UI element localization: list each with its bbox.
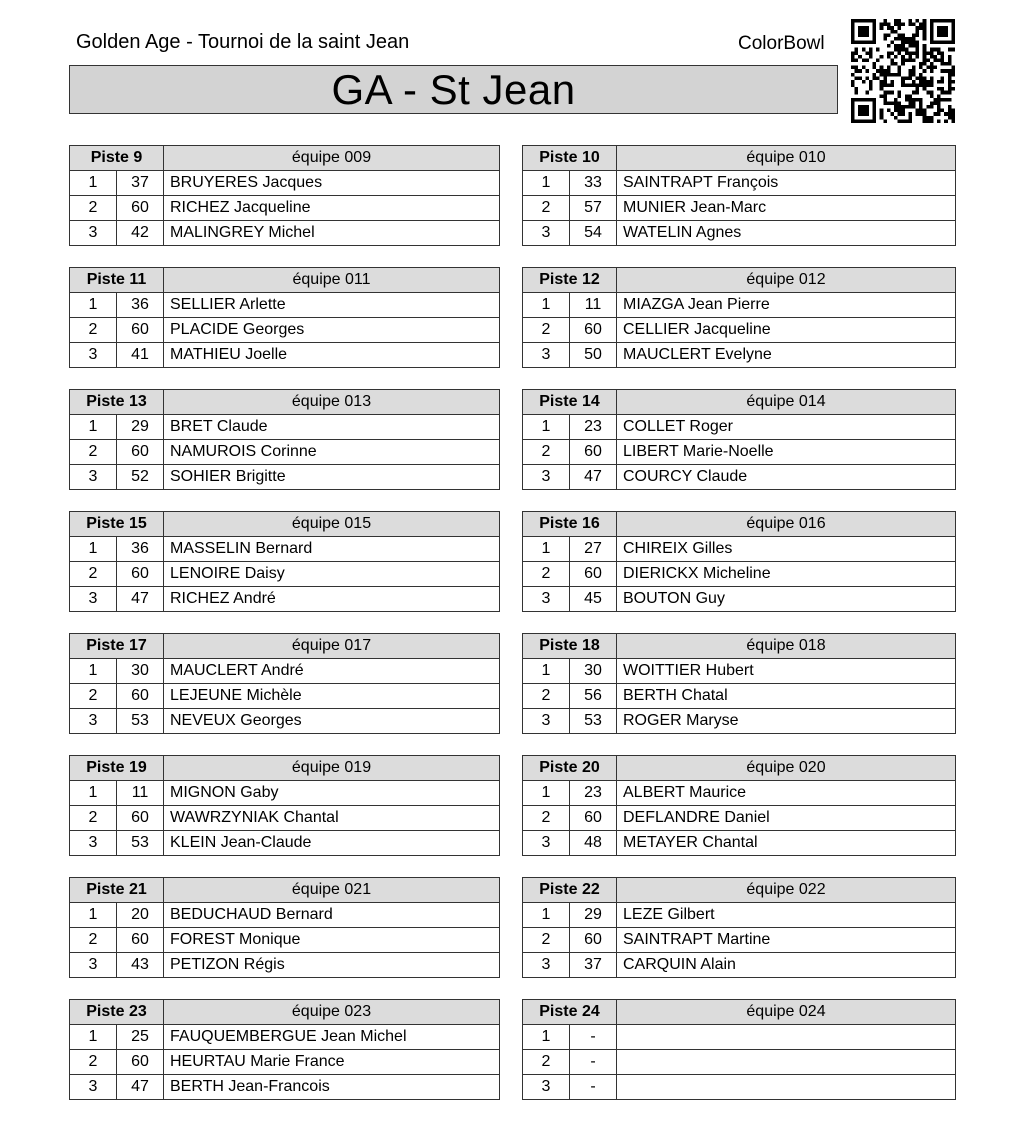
player-handicap: 36 bbox=[117, 293, 164, 318]
player-handicap: 60 bbox=[117, 928, 164, 953]
player-handicap: 37 bbox=[117, 171, 164, 196]
player-handicap: 23 bbox=[570, 415, 617, 440]
player-row bbox=[523, 806, 956, 831]
lane-number: Piste 14 bbox=[523, 390, 617, 415]
lane-number: Piste 24 bbox=[523, 1000, 617, 1025]
player-position: 2 bbox=[523, 928, 570, 953]
player-name: MASSELIN Bernard bbox=[164, 537, 500, 562]
player-position: 2 bbox=[523, 1050, 570, 1075]
player-position: 3 bbox=[523, 465, 570, 490]
lane-table bbox=[69, 145, 500, 246]
player-handicap: 54 bbox=[570, 221, 617, 246]
player-row bbox=[523, 196, 956, 221]
player-name: BERTH Jean-Francois bbox=[164, 1075, 500, 1100]
lane-table bbox=[522, 633, 956, 734]
player-position: 1 bbox=[523, 903, 570, 928]
player-name bbox=[617, 1025, 956, 1050]
player-row bbox=[70, 293, 500, 318]
player-name: BEDUCHAUD Bernard bbox=[164, 903, 500, 928]
lane-number: Piste 20 bbox=[523, 756, 617, 781]
player-handicap: - bbox=[570, 1075, 617, 1100]
team-name: équipe 014 bbox=[617, 390, 956, 415]
player-handicap: 47 bbox=[570, 465, 617, 490]
player-name: RICHEZ Jacqueline bbox=[164, 196, 500, 221]
player-position: 2 bbox=[523, 684, 570, 709]
team-name: équipe 012 bbox=[617, 268, 956, 293]
lane-number: Piste 15 bbox=[70, 512, 164, 537]
player-row bbox=[70, 318, 500, 343]
lane-header-row bbox=[70, 1000, 500, 1025]
player-name: DIERICKX Micheline bbox=[617, 562, 956, 587]
lane-number: Piste 10 bbox=[523, 146, 617, 171]
player-position: 2 bbox=[70, 562, 117, 587]
player-row bbox=[523, 171, 956, 196]
player-name: CARQUIN Alain bbox=[617, 953, 956, 978]
player-handicap: 60 bbox=[117, 440, 164, 465]
player-handicap: 57 bbox=[570, 196, 617, 221]
player-position: 1 bbox=[70, 415, 117, 440]
player-row bbox=[523, 537, 956, 562]
player-name: SOHIER Brigitte bbox=[164, 465, 500, 490]
player-row bbox=[523, 953, 956, 978]
lane-header-row bbox=[523, 1000, 956, 1025]
player-name: MIGNON Gaby bbox=[164, 781, 500, 806]
lane-table bbox=[69, 511, 500, 612]
player-position: 2 bbox=[70, 196, 117, 221]
player-row bbox=[70, 709, 500, 734]
lane-header-row bbox=[70, 512, 500, 537]
player-position: 3 bbox=[70, 709, 117, 734]
lane-number: Piste 11 bbox=[70, 268, 164, 293]
player-name: NAMUROIS Corinne bbox=[164, 440, 500, 465]
player-row bbox=[70, 928, 500, 953]
lane-header-row bbox=[523, 512, 956, 537]
player-handicap: 41 bbox=[117, 343, 164, 368]
lane-header-row bbox=[523, 146, 956, 171]
player-position: 3 bbox=[70, 343, 117, 368]
player-row bbox=[523, 659, 956, 684]
player-position: 2 bbox=[70, 806, 117, 831]
lane-table bbox=[69, 877, 500, 978]
player-name: MUNIER Jean-Marc bbox=[617, 196, 956, 221]
team-name: équipe 022 bbox=[617, 878, 956, 903]
lane-header-row bbox=[523, 268, 956, 293]
lane-number: Piste 18 bbox=[523, 634, 617, 659]
player-handicap: - bbox=[570, 1050, 617, 1075]
player-row bbox=[70, 903, 500, 928]
player-row bbox=[70, 806, 500, 831]
team-name: équipe 019 bbox=[164, 756, 500, 781]
player-row bbox=[523, 415, 956, 440]
player-name: PETIZON Régis bbox=[164, 953, 500, 978]
player-position: 3 bbox=[70, 831, 117, 856]
player-name: COURCY Claude bbox=[617, 465, 956, 490]
lane-number: Piste 9 bbox=[70, 146, 164, 171]
player-row bbox=[523, 781, 956, 806]
player-handicap: 33 bbox=[570, 171, 617, 196]
player-name: BERTH Chatal bbox=[617, 684, 956, 709]
lane-table bbox=[522, 999, 956, 1100]
player-handicap: 53 bbox=[117, 831, 164, 856]
player-row bbox=[70, 587, 500, 612]
player-row bbox=[70, 562, 500, 587]
player-handicap: - bbox=[570, 1025, 617, 1050]
player-name: HEURTAU Marie France bbox=[164, 1050, 500, 1075]
player-name: MATHIEU Joelle bbox=[164, 343, 500, 368]
player-position: 3 bbox=[523, 709, 570, 734]
player-position: 1 bbox=[523, 781, 570, 806]
lane-header-row bbox=[70, 390, 500, 415]
team-name: équipe 013 bbox=[164, 390, 500, 415]
player-row bbox=[523, 831, 956, 856]
player-name bbox=[617, 1050, 956, 1075]
lane-table bbox=[522, 145, 956, 246]
player-row bbox=[523, 587, 956, 612]
player-handicap: 43 bbox=[117, 953, 164, 978]
player-name: SAINTRAPT François bbox=[617, 171, 956, 196]
player-row bbox=[70, 221, 500, 246]
player-handicap: 52 bbox=[117, 465, 164, 490]
player-row bbox=[523, 1075, 956, 1100]
lane-number: Piste 16 bbox=[523, 512, 617, 537]
player-row bbox=[70, 1050, 500, 1075]
lane-table bbox=[69, 267, 500, 368]
player-position: 1 bbox=[523, 537, 570, 562]
player-handicap: 30 bbox=[117, 659, 164, 684]
player-position: 2 bbox=[523, 318, 570, 343]
player-position: 1 bbox=[70, 293, 117, 318]
player-name: BRET Claude bbox=[164, 415, 500, 440]
player-position: 1 bbox=[523, 1025, 570, 1050]
player-handicap: 29 bbox=[117, 415, 164, 440]
lane-table bbox=[522, 877, 956, 978]
player-position: 3 bbox=[523, 343, 570, 368]
player-name: SELLIER Arlette bbox=[164, 293, 500, 318]
player-name bbox=[617, 1075, 956, 1100]
player-row bbox=[523, 1025, 956, 1050]
lane-header-row bbox=[523, 390, 956, 415]
player-handicap: 42 bbox=[117, 221, 164, 246]
player-handicap: 48 bbox=[570, 831, 617, 856]
player-row bbox=[70, 440, 500, 465]
player-row bbox=[523, 928, 956, 953]
player-name: MALINGREY Michel bbox=[164, 221, 500, 246]
player-row bbox=[523, 709, 956, 734]
player-handicap: 11 bbox=[117, 781, 164, 806]
player-position: 1 bbox=[523, 659, 570, 684]
team-name: équipe 009 bbox=[164, 146, 500, 171]
document-subtitle: Golden Age - Tournoi de la saint Jean bbox=[76, 31, 410, 53]
player-row bbox=[70, 196, 500, 221]
player-handicap: 23 bbox=[570, 781, 617, 806]
player-handicap: 60 bbox=[117, 1050, 164, 1075]
player-row bbox=[523, 684, 956, 709]
player-name: WATELIN Agnes bbox=[617, 221, 956, 246]
player-name: CHIREIX Gilles bbox=[617, 537, 956, 562]
team-name: équipe 016 bbox=[617, 512, 956, 537]
player-position: 3 bbox=[70, 1075, 117, 1100]
lane-number: Piste 17 bbox=[70, 634, 164, 659]
player-handicap: 27 bbox=[570, 537, 617, 562]
player-name: LENOIRE Daisy bbox=[164, 562, 500, 587]
player-row bbox=[523, 903, 956, 928]
lane-table bbox=[69, 633, 500, 734]
player-position: 3 bbox=[70, 953, 117, 978]
player-handicap: 53 bbox=[117, 709, 164, 734]
lane-header-row bbox=[70, 634, 500, 659]
player-position: 2 bbox=[70, 684, 117, 709]
player-position: 3 bbox=[523, 221, 570, 246]
player-position: 1 bbox=[523, 415, 570, 440]
lane-table bbox=[522, 389, 956, 490]
player-row bbox=[70, 537, 500, 562]
page-title: GA - St Jean bbox=[331, 65, 576, 113]
player-row bbox=[70, 781, 500, 806]
lane-table bbox=[69, 755, 500, 856]
player-handicap: 47 bbox=[117, 587, 164, 612]
player-handicap: 37 bbox=[570, 953, 617, 978]
player-row bbox=[70, 415, 500, 440]
player-row bbox=[70, 465, 500, 490]
player-name: LEZE Gilbert bbox=[617, 903, 956, 928]
player-row bbox=[70, 1075, 500, 1100]
player-handicap: 25 bbox=[117, 1025, 164, 1050]
team-name: équipe 020 bbox=[617, 756, 956, 781]
player-handicap: 60 bbox=[117, 318, 164, 343]
player-position: 1 bbox=[70, 171, 117, 196]
lane-number: Piste 21 bbox=[70, 878, 164, 903]
lane-table bbox=[522, 267, 956, 368]
player-row bbox=[70, 1025, 500, 1050]
player-name: WOITTIER Hubert bbox=[617, 659, 956, 684]
player-row bbox=[70, 171, 500, 196]
player-position: 2 bbox=[70, 318, 117, 343]
player-name: SAINTRAPT Martine bbox=[617, 928, 956, 953]
player-handicap: 60 bbox=[117, 562, 164, 587]
player-position: 1 bbox=[70, 659, 117, 684]
player-handicap: 20 bbox=[117, 903, 164, 928]
player-name: NEVEUX Georges bbox=[164, 709, 500, 734]
player-name: MIAZGA Jean Pierre bbox=[617, 293, 956, 318]
player-position: 2 bbox=[70, 1050, 117, 1075]
lane-header-row bbox=[523, 878, 956, 903]
player-name: DEFLANDRE Daniel bbox=[617, 806, 956, 831]
player-name: LEJEUNE Michèle bbox=[164, 684, 500, 709]
player-name: RICHEZ André bbox=[164, 587, 500, 612]
player-row bbox=[523, 465, 956, 490]
player-row bbox=[523, 221, 956, 246]
player-handicap: 11 bbox=[570, 293, 617, 318]
player-row bbox=[70, 831, 500, 856]
player-name: METAYER Chantal bbox=[617, 831, 956, 856]
player-position: 2 bbox=[70, 440, 117, 465]
player-position: 3 bbox=[523, 1075, 570, 1100]
player-position: 2 bbox=[70, 928, 117, 953]
player-name: LIBERT Marie-Noelle bbox=[617, 440, 956, 465]
lane-header-row bbox=[523, 634, 956, 659]
team-name: équipe 023 bbox=[164, 1000, 500, 1025]
player-name: KLEIN Jean-Claude bbox=[164, 831, 500, 856]
team-name: équipe 024 bbox=[617, 1000, 956, 1025]
player-row bbox=[523, 562, 956, 587]
player-position: 3 bbox=[523, 587, 570, 612]
player-handicap: 60 bbox=[570, 440, 617, 465]
player-handicap: 60 bbox=[570, 928, 617, 953]
player-row bbox=[523, 440, 956, 465]
player-handicap: 47 bbox=[117, 1075, 164, 1100]
player-position: 2 bbox=[523, 196, 570, 221]
player-position: 2 bbox=[523, 806, 570, 831]
player-row bbox=[70, 953, 500, 978]
player-name: FAUQUEMBERGUE Jean Michel bbox=[164, 1025, 500, 1050]
player-position: 3 bbox=[70, 221, 117, 246]
lane-header-row bbox=[70, 756, 500, 781]
page-title-banner bbox=[69, 65, 838, 114]
lane-table bbox=[522, 755, 956, 856]
player-row bbox=[523, 1050, 956, 1075]
player-name: MAUCLERT Evelyne bbox=[617, 343, 956, 368]
player-row bbox=[70, 684, 500, 709]
team-name: équipe 017 bbox=[164, 634, 500, 659]
player-handicap: 60 bbox=[117, 684, 164, 709]
player-row bbox=[523, 293, 956, 318]
player-handicap: 45 bbox=[570, 587, 617, 612]
team-name: équipe 021 bbox=[164, 878, 500, 903]
player-handicap: 60 bbox=[570, 318, 617, 343]
player-position: 2 bbox=[523, 440, 570, 465]
player-handicap: 50 bbox=[570, 343, 617, 368]
player-name: CELLIER Jacqueline bbox=[617, 318, 956, 343]
player-name: WAWRZYNIAK Chantal bbox=[164, 806, 500, 831]
player-position: 1 bbox=[523, 293, 570, 318]
player-position: 3 bbox=[523, 831, 570, 856]
lane-table bbox=[69, 999, 500, 1100]
player-name: ROGER Maryse bbox=[617, 709, 956, 734]
player-handicap: 36 bbox=[117, 537, 164, 562]
lane-grid bbox=[69, 145, 956, 1100]
lane-number: Piste 23 bbox=[70, 1000, 164, 1025]
lane-header-row bbox=[70, 146, 500, 171]
team-name: équipe 011 bbox=[164, 268, 500, 293]
player-handicap: 29 bbox=[570, 903, 617, 928]
player-handicap: 53 bbox=[570, 709, 617, 734]
player-position: 1 bbox=[70, 903, 117, 928]
player-handicap: 30 bbox=[570, 659, 617, 684]
lane-number: Piste 19 bbox=[70, 756, 164, 781]
player-position: 3 bbox=[70, 587, 117, 612]
team-name: équipe 010 bbox=[617, 146, 956, 171]
lane-table bbox=[69, 389, 500, 490]
player-position: 2 bbox=[523, 562, 570, 587]
player-name: BRUYERES Jacques bbox=[164, 171, 500, 196]
player-name: PLACIDE Georges bbox=[164, 318, 500, 343]
player-name: ALBERT Maurice bbox=[617, 781, 956, 806]
player-handicap: 60 bbox=[117, 196, 164, 221]
player-handicap: 56 bbox=[570, 684, 617, 709]
player-position: 1 bbox=[70, 537, 117, 562]
player-row bbox=[70, 659, 500, 684]
lane-number: Piste 13 bbox=[70, 390, 164, 415]
player-position: 1 bbox=[70, 1025, 117, 1050]
player-row bbox=[523, 343, 956, 368]
player-name: COLLET Roger bbox=[617, 415, 956, 440]
player-row bbox=[523, 318, 956, 343]
qr-code-icon bbox=[851, 19, 955, 123]
lane-header-row bbox=[70, 878, 500, 903]
team-name: équipe 015 bbox=[164, 512, 500, 537]
player-handicap: 60 bbox=[570, 806, 617, 831]
lane-header-row bbox=[70, 268, 500, 293]
lane-number: Piste 12 bbox=[523, 268, 617, 293]
brand-name: ColorBowl bbox=[738, 33, 825, 54]
team-name: équipe 018 bbox=[617, 634, 956, 659]
player-position: 3 bbox=[523, 953, 570, 978]
player-position: 1 bbox=[70, 781, 117, 806]
player-position: 3 bbox=[70, 465, 117, 490]
player-handicap: 60 bbox=[117, 806, 164, 831]
player-row bbox=[70, 343, 500, 368]
lane-header-row bbox=[523, 756, 956, 781]
player-position: 1 bbox=[523, 171, 570, 196]
player-name: MAUCLERT André bbox=[164, 659, 500, 684]
player-handicap: 60 bbox=[570, 562, 617, 587]
player-name: FOREST Monique bbox=[164, 928, 500, 953]
lane-number: Piste 22 bbox=[523, 878, 617, 903]
player-name: BOUTON Guy bbox=[617, 587, 956, 612]
lane-table bbox=[522, 511, 956, 612]
